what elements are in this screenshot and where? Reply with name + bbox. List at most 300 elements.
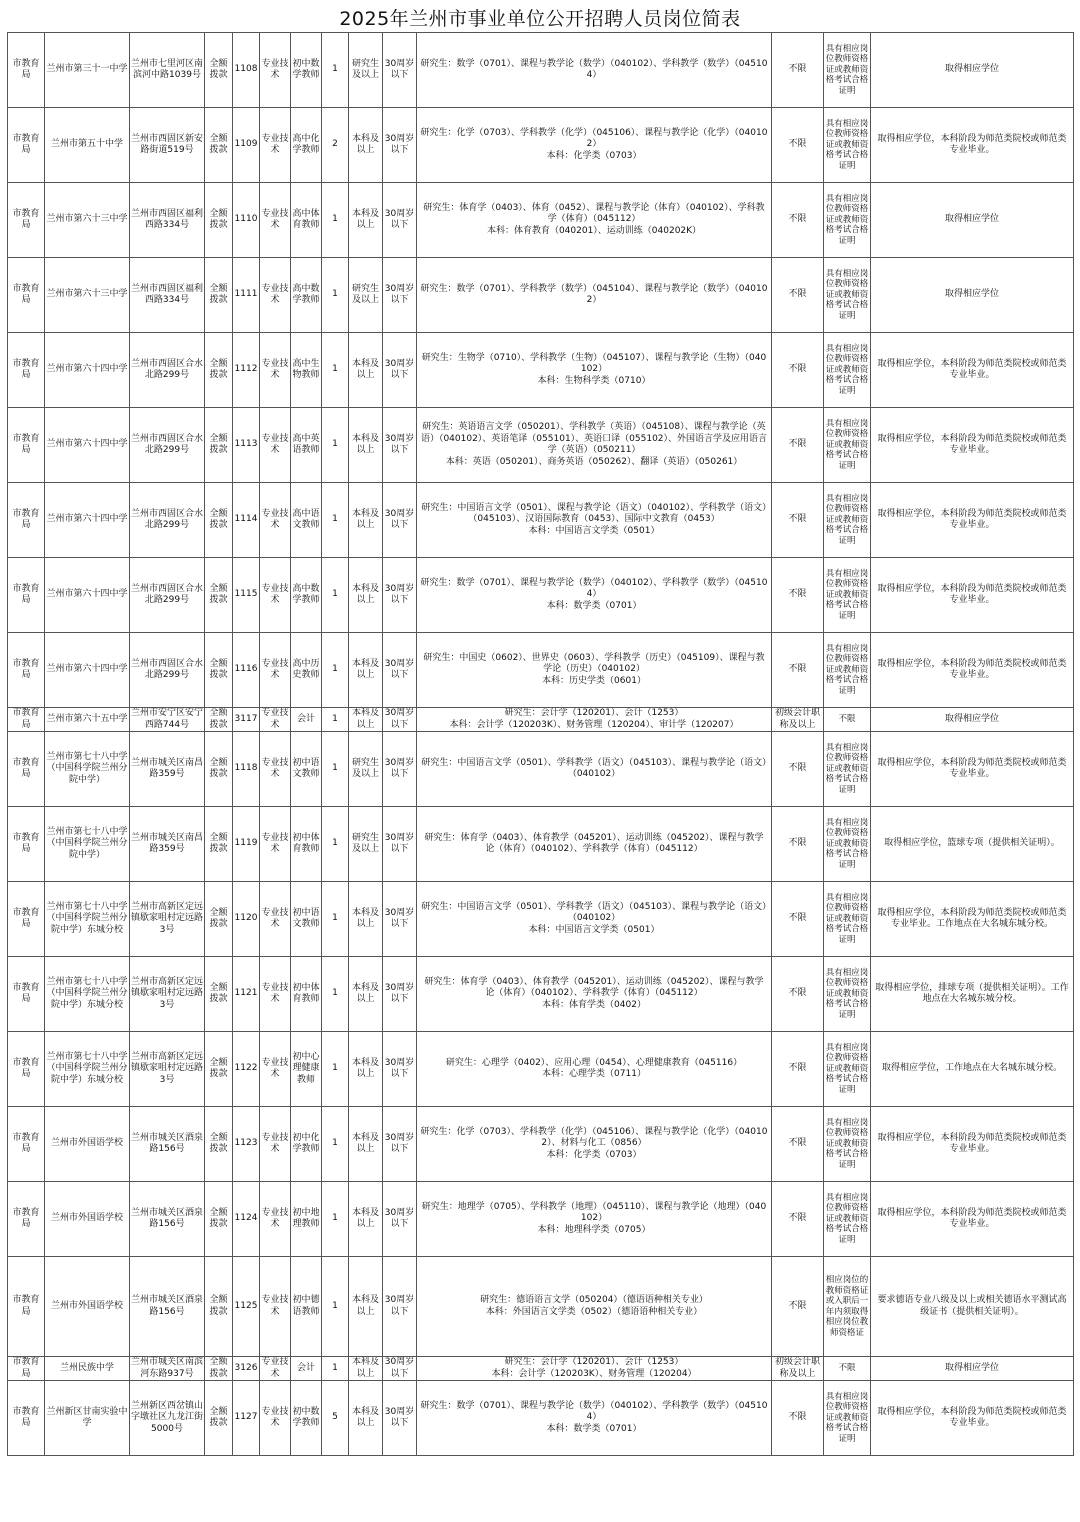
major-cell: 研究生：体育学（0403）、体育教学（045201）、运动训练（045202）、课程与教学论（体育）（040102）、学科教学（体育）（045112）: [417, 807, 772, 882]
post-code-cell: 3126: [233, 1357, 260, 1381]
education-cell: 本科及以上: [349, 1032, 383, 1107]
education-cell: 本科及以上: [349, 1381, 383, 1456]
address-cell: 兰州市西固区合水北路299号: [130, 408, 205, 483]
post-name-cell: 初中体育教师: [291, 807, 322, 882]
table-row: [8, 558, 1074, 633]
dept-cell: 市教育局: [8, 708, 45, 732]
dept-cell: 市教育局: [8, 408, 45, 483]
age-cell: 30周岁以下: [383, 1182, 417, 1257]
dept-cell: 市教育局: [8, 1357, 45, 1381]
headcount-cell: 1: [322, 1107, 349, 1182]
address-cell: 兰州市西固区合水北路299号: [130, 333, 205, 408]
other-requirements-cell: 取得相应学位，本科阶段为师范类院校或师范类专业毕业。: [871, 408, 1074, 483]
unit-cell: 兰州市第六十四中学: [45, 483, 130, 558]
post-type-cell: 专业技术: [261, 1357, 289, 1379]
education-cell: 本科及以上: [349, 957, 383, 1032]
dept-cell: 市教育局: [8, 108, 45, 183]
post-type-cell: 专业技术: [260, 108, 291, 183]
post-name-cell: 初中语文教师: [291, 882, 322, 957]
headcount-cell: 1: [322, 558, 349, 633]
post-code-cell: 1124: [233, 1182, 260, 1257]
certificate-cell: 具有相应岗位教师资格证或教师资格考试合格证明: [824, 1032, 871, 1107]
age-cell: 30周岁以下: [383, 882, 417, 957]
unit-cell: 兰州市第七十八中学（中国科学院兰州分院中学）东城分校: [45, 957, 130, 1032]
table-row: [8, 33, 1074, 108]
headcount-cell: 1: [322, 633, 349, 708]
unit-cell: 兰州市第七十八中学（中国科学院兰州分院中学）: [45, 807, 130, 882]
age-cell: 30周岁以下: [383, 1381, 417, 1456]
unit-cell: 兰州市第六十四中学: [45, 558, 130, 633]
table-row: [8, 333, 1074, 408]
post-name-cell: 高中历史教师: [291, 633, 322, 708]
headcount-cell: 1: [322, 333, 349, 408]
table-row: [8, 1381, 1074, 1456]
post-type-cell: 专业技术: [260, 333, 291, 408]
title-requirement-cell: 不限: [772, 558, 824, 633]
post-name-cell: 高中英语教师: [291, 408, 322, 483]
unit-cell: 兰州民族中学: [45, 1357, 130, 1381]
post-name-cell: 高中化学教师: [291, 108, 322, 183]
unit-cell: 兰州市第七十八中学（中国科学院兰州分院中学）东城分校: [45, 1032, 130, 1107]
education-cell: 本科及以上: [349, 882, 383, 957]
funding-cell: 全额拨款: [205, 408, 233, 483]
funding-cell: 全额拨款: [205, 1107, 233, 1182]
headcount-cell: 1: [322, 1357, 349, 1381]
title-requirement-cell: 初级会计职称及以上: [772, 1357, 824, 1381]
headcount-cell: 1: [322, 1182, 349, 1257]
post-type-cell: 专业技术: [260, 1182, 291, 1257]
funding-cell: 全额拨款: [205, 807, 233, 882]
funding-cell: 全额拨款: [205, 1182, 233, 1257]
funding-cell: 全额拨款: [205, 882, 233, 957]
title-requirement-cell: 不限: [772, 807, 824, 882]
education-cell: 研究生及以上: [349, 33, 383, 108]
funding-cell: 全额拨款: [205, 33, 233, 108]
certificate-cell: 具有相应岗位教师资格证或教师资格考试合格证明: [824, 882, 871, 957]
title-requirement-cell: 不限: [772, 258, 824, 333]
major-cell: 研究生：心理学（0402）、应用心理（0454）、心理健康教育（045116） 本科：心理学类（0711）: [417, 1032, 772, 1107]
title-requirement-cell: 不限: [772, 408, 824, 483]
post-name-cell: 初中化学教师: [291, 1107, 322, 1182]
post-code-cell: 1125: [233, 1257, 260, 1357]
address-cell: 兰州市西固区福利西路334号: [130, 183, 205, 258]
education-cell: 本科及以上: [349, 1107, 383, 1182]
title-requirement-cell: 不限: [772, 957, 824, 1032]
table-row: [8, 882, 1074, 957]
headcount-cell: 1: [322, 957, 349, 1032]
table-row: [8, 258, 1074, 333]
post-type-cell: 专业技术: [260, 408, 291, 483]
address-cell: 兰州市西固区合水北路299号: [130, 483, 205, 558]
post-type-cell: 专业技术: [260, 1257, 291, 1357]
major-cell: 研究生：数学（0701）、课程与教学论（数学）（040102）、学科教学（数学）（045104） 本科：数学类（0701）: [417, 1381, 772, 1456]
table-row: [8, 957, 1074, 1032]
title-requirement-cell: 不限: [772, 1381, 824, 1456]
headcount-cell: 1: [322, 732, 349, 807]
age-cell: 30周岁以下: [383, 1257, 417, 1357]
title-requirement-cell: 不限: [772, 33, 824, 108]
post-type-cell: 专业技术: [260, 483, 291, 558]
headcount-cell: 1: [322, 708, 349, 732]
unit-cell: 兰州市第六十四中学: [45, 333, 130, 408]
major-cell: 研究生：地理学（0705）、学科教学（地理）（045110）、课程与教学论（地理）（040102） 本科：地理科学类（0705）: [417, 1182, 772, 1257]
headcount-cell: 1: [322, 1032, 349, 1107]
other-requirements-cell: 取得相应学位，本科阶段为师范类院校或师范类专业毕业。: [871, 1107, 1074, 1182]
certificate-cell: 具有相应岗位教师资格证或教师资格考试合格证明: [824, 108, 871, 183]
major-cell: 研究生：体育学（0403）、体育（0452）、课程与教学论（体育）（040102）、学科教学（体育）（045112） 本科：体育教育（040201）、运动训练（040202K）: [417, 183, 772, 258]
title-requirement-cell: 不限: [772, 1182, 824, 1257]
certificate-cell: 具有相应岗位教师资格证或教师资格考试合格证明: [824, 408, 871, 483]
post-code-cell: 1116: [233, 633, 260, 708]
table-row: [8, 1257, 1074, 1357]
headcount-cell: 2: [322, 108, 349, 183]
post-name-cell: 初中地理教师: [291, 1182, 322, 1257]
education-cell: 研究生及以上: [349, 807, 383, 882]
dept-cell: 市教育局: [8, 957, 45, 1032]
title-requirement-cell: 不限: [772, 882, 824, 957]
funding-cell: 全额拨款: [205, 183, 233, 258]
unit-cell: 兰州市第五十中学: [45, 108, 130, 183]
major-cell: 研究生：德语语言文学（050204）（德语语种相关专业） 本科：外国语言文学类（0502）（德语语种相关专业）: [417, 1257, 772, 1357]
post-code-cell: 1113: [233, 408, 260, 483]
headcount-cell: 1: [322, 882, 349, 957]
page-title: 2025年兰州市事业单位公开招聘人员岗位简表: [339, 8, 741, 30]
funding-cell: 全额拨款: [205, 1257, 233, 1357]
certificate-cell: 具有相应岗位教师资格证或教师资格考试合格证明: [824, 258, 871, 333]
post-name-cell: 高中语文教师: [291, 483, 322, 558]
education-cell: 本科及以上: [349, 1257, 383, 1357]
headcount-cell: 1: [322, 183, 349, 258]
certificate-cell: 具有相应岗位教师资格证或教师资格考试合格证明: [824, 633, 871, 708]
funding-cell: 全额拨款: [205, 633, 233, 708]
age-cell: 30周岁以下: [383, 333, 417, 408]
post-type-cell: 专业技术: [260, 732, 291, 807]
funding-cell: 全额拨款: [205, 1357, 233, 1381]
education-cell: 本科及以上: [349, 408, 383, 483]
title-requirement-cell: 不限: [772, 1257, 824, 1357]
dept-cell: 市教育局: [8, 483, 45, 558]
major-cell: 研究生：生物学（0710）、学科教学（生物）（045107）、课程与教学论（生物）（040102） 本科：生物科学类（0710）: [417, 333, 772, 408]
certificate-cell: 具有相应岗位教师资格证或教师资格考试合格证明: [824, 333, 871, 408]
major-cell: 研究生：会计学（120201）、会计（1253） 本科：会计学（120203K）、财务管理（120204）、审计学（120207）: [417, 708, 772, 732]
unit-cell: 兰州新区甘南实验中学: [45, 1381, 130, 1456]
post-code-cell: 1123: [233, 1107, 260, 1182]
major-cell: 研究生：数学（0701）、课程与教学论（数学）（040102）、学科教学（数学）（045104）: [417, 33, 772, 108]
education-cell: 本科及以上: [349, 1182, 383, 1257]
age-cell: 30周岁以下: [383, 108, 417, 183]
major-cell: 研究生：英语语言文学（050201）、学科教学（英语）（045108）、课程与教学论（英语）（040102）、英语笔译（055101）、英语口译（055102）、外国语言学及应用语言学（英语）（050211） 本科：英语（050201）、商务英语（050262）、翻译（英语）（050261）: [417, 408, 772, 483]
dept-cell: 市教育局: [8, 1107, 45, 1182]
age-cell: 30周岁以下: [383, 957, 417, 1032]
other-requirements-cell: 取得相应学位: [871, 33, 1074, 108]
post-code-cell: 1118: [233, 732, 260, 807]
dept-cell: 市教育局: [8, 1032, 45, 1107]
post-code-cell: 3117: [233, 708, 260, 732]
age-cell: 30周岁以下: [383, 1357, 417, 1381]
major-cell: 研究生：中国语言文学（0501）、学科教学（语文）（045103）、课程与教学论（语文）（040102） 本科：中国语言文学类（0501）: [417, 882, 772, 957]
title-requirement-cell: 初级会计职称及以上: [772, 708, 824, 732]
unit-cell: 兰州市第三十一中学: [45, 33, 130, 108]
post-type-cell: 专业技术: [260, 1107, 291, 1182]
headcount-cell: 1: [322, 483, 349, 558]
post-name-cell: 会计: [291, 1357, 322, 1381]
major-cell: 研究生：数学（0701）、学科教学（数学）（045104）、课程与教学论（数学）（040102）: [417, 258, 772, 333]
address-cell: 兰州市城关区酒泉路156号: [130, 1107, 205, 1182]
address-cell: 兰州市高新区定远镇歇家咀村定远路3号: [130, 1032, 205, 1107]
post-code-cell: 1112: [233, 333, 260, 408]
certificate-cell: 具有相应岗位教师资格证或教师资格考试合格证明: [824, 1107, 871, 1182]
title-requirement-cell: 不限: [772, 732, 824, 807]
major-cell: 研究生：化学（0703）、学科教学（化学）（045106）、课程与教学论（化学）（040102）、材料与化工（0856） 本科：化学类（0703）: [417, 1107, 772, 1182]
age-cell: 30周岁以下: [383, 408, 417, 483]
table-row: [8, 1107, 1074, 1182]
post-type-cell: 专业技术: [260, 558, 291, 633]
unit-cell: 兰州市第六十四中学: [45, 408, 130, 483]
dept-cell: 市教育局: [8, 732, 45, 807]
table-row: [8, 1182, 1074, 1257]
unit-cell: 兰州市第七十八中学（中国科学院兰州分院中学）: [45, 732, 130, 807]
address-cell: 兰州市高新区定远镇歇家咀村定远路3号: [130, 882, 205, 957]
title-requirement-cell: 不限: [772, 483, 824, 558]
unit-cell: 兰州市第六十五中学: [45, 708, 130, 732]
major-cell: 研究生：数学（0701）、课程与教学论（数学）（040102）、学科教学（数学）（045104） 本科：数学类（0701）: [417, 558, 772, 633]
unit-cell: 兰州市外国语学校: [45, 1182, 130, 1257]
major-cell: 研究生：化学（0703）、学科教学（化学）（045106）、课程与教学论（化学）（040102） 本科：化学类（0703）: [417, 108, 772, 183]
post-type-cell: 专业技术: [260, 957, 291, 1032]
certificate-cell: 具有相应岗位教师资格证或教师资格考试合格证明: [824, 483, 871, 558]
unit-cell: 兰州市第六十三中学: [45, 258, 130, 333]
funding-cell: 全额拨款: [205, 333, 233, 408]
education-cell: 本科及以上: [349, 108, 383, 183]
funding-cell: 全额拨款: [205, 1032, 233, 1107]
major-cell: 研究生：中国语言文学（0501）、学科教学（语文）（045103）、课程与教学论（语文）（040102）: [417, 732, 772, 807]
table-row: [8, 108, 1074, 183]
table-row: [8, 732, 1074, 807]
title-requirement-cell: 不限: [772, 108, 824, 183]
post-code-cell: 1110: [233, 183, 260, 258]
headcount-cell: 1: [322, 1257, 349, 1357]
other-requirements-cell: 取得相应学位，本科阶段为师范类院校或师范类专业毕业。: [871, 1381, 1074, 1456]
table-row: [8, 483, 1074, 558]
post-name-cell: 初中心理健康教师: [291, 1032, 322, 1107]
address-cell: 兰州市西固区新安路街道519号: [130, 108, 205, 183]
dept-cell: 市教育局: [8, 807, 45, 882]
certificate-cell: 具有相应岗位教师资格证或教师资格考试合格证明: [824, 1182, 871, 1257]
post-type-cell: 专业技术: [260, 807, 291, 882]
age-cell: 30周岁以下: [383, 558, 417, 633]
post-code-cell: 1114: [233, 483, 260, 558]
dept-cell: 市教育局: [8, 183, 45, 258]
headcount-cell: 1: [322, 258, 349, 333]
other-requirements-cell: 取得相应学位: [871, 708, 1074, 732]
other-requirements-cell: 取得相应学位: [871, 183, 1074, 258]
post-type-cell: 专业技术: [260, 1032, 291, 1107]
age-cell: 30周岁以下: [383, 183, 417, 258]
post-type-cell: 专业技术: [260, 1381, 291, 1456]
funding-cell: 全额拨款: [205, 957, 233, 1032]
education-cell: 本科及以上: [349, 558, 383, 633]
post-code-cell: 1127: [233, 1381, 260, 1456]
funding-cell: 全额拨款: [205, 732, 233, 807]
dept-cell: 市教育局: [8, 333, 45, 408]
title-requirement-cell: 不限: [772, 333, 824, 408]
certificate-cell: 不限: [824, 1357, 871, 1381]
address-cell: 兰州市西固区合水北路299号: [130, 633, 205, 708]
post-type-cell: 专业技术: [260, 882, 291, 957]
headcount-cell: 1: [322, 33, 349, 108]
other-requirements-cell: 要求德语专业八级及以上或相关德语水平测试高级证书（提供相关证明）。: [871, 1257, 1074, 1357]
dept-cell: 市教育局: [8, 1257, 45, 1357]
other-requirements-cell: 取得相应学位，篮球专项（提供相关证明）。: [871, 807, 1074, 882]
other-requirements-cell: 取得相应学位，本科阶段为师范类院校或师范类专业毕业。: [871, 108, 1074, 183]
age-cell: 30周岁以下: [383, 483, 417, 558]
dept-cell: 市教育局: [8, 633, 45, 708]
education-cell: 本科及以上: [349, 183, 383, 258]
major-cell: 研究生：中国语言文学（0501）、课程与教学论（语文）（040102）、学科教学（语文）（045103）、汉语国际教育（0453）、国际中文教育（0453） 本科：中国语言文学类（0501）: [417, 483, 772, 558]
post-name-cell: 初中体育教师: [291, 957, 322, 1032]
other-requirements-cell: 取得相应学位，排球专项（提供相关证明）。工作地点在大名城东城分校。: [871, 957, 1074, 1032]
headcount-cell: 1: [322, 408, 349, 483]
age-cell: 30周岁以下: [383, 807, 417, 882]
positions-table: [7, 32, 1074, 1456]
address-cell: 兰州市西固区合水北路299号: [130, 558, 205, 633]
funding-cell: 全额拨款: [205, 558, 233, 633]
address-cell: 兰州市城关区南昌路359号: [130, 807, 205, 882]
age-cell: 30周岁以下: [383, 633, 417, 708]
title-requirement-cell: 不限: [772, 633, 824, 708]
age-cell: 30周岁以下: [383, 708, 417, 732]
post-code-cell: 1119: [233, 807, 260, 882]
post-type-cell: 专业技术: [260, 183, 291, 258]
post-type-cell: 专业技术: [260, 33, 291, 108]
headcount-cell: 5: [322, 1381, 349, 1456]
major-cell: 研究生：中国史（0602）、世界史（0603）、学科教学（历史）（045109）、课程与教学论（历史）（040102） 本科：历史学类（0601）: [417, 633, 772, 708]
unit-cell: 兰州市第六十四中学: [45, 633, 130, 708]
other-requirements-cell: 取得相应学位，工作地点在大名城东城分校。: [871, 1032, 1074, 1107]
address-cell: 兰州市城关区酒泉路156号: [130, 1257, 205, 1357]
post-name-cell: 会计: [291, 708, 322, 732]
other-requirements-cell: 取得相应学位，本科阶段为师范类院校或师范类专业毕业。: [871, 1182, 1074, 1257]
certificate-cell: 具有相应岗位教师资格证或教师资格考试合格证明: [824, 183, 871, 258]
table-row: [8, 807, 1074, 882]
age-cell: 30周岁以下: [383, 1107, 417, 1182]
major-cell: 研究生：会计学（120201）、会计（1253） 本科：会计学（120203K）、财务管理（120204）: [417, 1357, 772, 1381]
title-requirement-cell: 不限: [772, 1032, 824, 1107]
education-cell: 本科及以上: [349, 1357, 383, 1381]
certificate-cell: 相应岗位的教师资格证或入职后一年内须取得相应岗位教师资格证: [824, 1257, 871, 1357]
other-requirements-cell: 取得相应学位，本科阶段为师范类院校或师范类专业毕业。: [871, 633, 1074, 708]
post-name-cell: 初中数学教师: [291, 1381, 322, 1456]
post-code-cell: 1115: [233, 558, 260, 633]
address-cell: 兰州市城关区南滨河东路937号: [131, 1357, 204, 1379]
education-cell: 本科及以上: [349, 483, 383, 558]
dept-cell: 市教育局: [8, 258, 45, 333]
address-cell: 兰州市高新区定远镇歇家咀村定远路3号: [130, 957, 205, 1032]
post-code-cell: 1120: [233, 882, 260, 957]
dept-cell: 市教育局: [8, 1182, 45, 1257]
post-code-cell: 1122: [233, 1032, 260, 1107]
unit-cell: 兰州市外国语学校: [45, 1257, 130, 1357]
education-cell: 本科及以上: [349, 708, 383, 732]
unit-cell: 兰州市第六十三中学: [45, 183, 130, 258]
age-cell: 30周岁以下: [383, 1032, 417, 1107]
dept-cell: 市教育局: [8, 558, 45, 633]
table-row: [8, 1032, 1074, 1107]
certificate-cell: 不限: [824, 708, 871, 732]
age-cell: 30周岁以下: [383, 258, 417, 333]
post-name-cell: 高中生物教师: [291, 333, 322, 408]
education-cell: 本科及以上: [349, 333, 383, 408]
post-name-cell: 初中德语教师: [291, 1257, 322, 1357]
post-name-cell: 初中语文教师: [291, 732, 322, 807]
certificate-cell: 具有相应岗位教师资格证或教师资格考试合格证明: [824, 807, 871, 882]
unit-cell: 兰州市第七十八中学（中国科学院兰州分院中学）东城分校: [45, 882, 130, 957]
other-requirements-cell: 取得相应学位: [871, 258, 1074, 333]
other-requirements-cell: 取得相应学位，本科阶段为师范类院校或师范类专业毕业。工作地点在大名城东城分校。: [871, 882, 1074, 957]
table-body: [8, 33, 1074, 1456]
address-cell: 兰州市西固区福利西路334号: [130, 258, 205, 333]
post-code-cell: 1108: [233, 33, 260, 108]
education-cell: 本科及以上: [349, 633, 383, 708]
address-cell: 兰州新区西岔镇山字墩社区九龙江街5000号: [130, 1381, 205, 1456]
certificate-cell: 具有相应岗位教师资格证或教师资格考试合格证明: [824, 1381, 871, 1456]
post-name-cell: 高中数学教师: [291, 558, 322, 633]
post-type-cell: 专业技术: [260, 633, 291, 708]
post-name-cell: 高中体育教师: [291, 183, 322, 258]
funding-cell: 全额拨款: [205, 258, 233, 333]
address-cell: 兰州市城关区南昌路359号: [130, 732, 205, 807]
address-cell: 兰州市城关区酒泉路156号: [130, 1182, 205, 1257]
address-cell: 兰州市安宁区安宁西路744号: [131, 708, 204, 730]
funding-cell: 全额拨款: [205, 108, 233, 183]
certificate-cell: 具有相应岗位教师资格证或教师资格考试合格证明: [824, 957, 871, 1032]
post-code-cell: 1121: [233, 957, 260, 1032]
dept-cell: 市教育局: [8, 1381, 45, 1456]
certificate-cell: 具有相应岗位教师资格证或教师资格考试合格证明: [824, 732, 871, 807]
table-row: [8, 1357, 1074, 1381]
unit-cell: 兰州市外国语学校: [45, 1107, 130, 1182]
age-cell: 30周岁以下: [383, 33, 417, 108]
post-type-cell: 专业技术: [261, 708, 289, 730]
title-requirement-cell: 不限: [772, 1107, 824, 1182]
certificate-cell: 具有相应岗位教师资格证或教师资格考试合格证明: [824, 558, 871, 633]
table-row: [8, 183, 1074, 258]
table-row: [8, 708, 1074, 732]
dept-cell: 市教育局: [8, 33, 45, 108]
other-requirements-cell: 取得相应学位，本科阶段为师范类院校或师范类专业毕业。: [871, 732, 1074, 807]
age-cell: 30周岁以下: [383, 732, 417, 807]
education-cell: 研究生及以上: [349, 258, 383, 333]
table-row: [8, 633, 1074, 708]
post-code-cell: 1109: [233, 108, 260, 183]
post-code-cell: 1111: [233, 258, 260, 333]
other-requirements-cell: 取得相应学位，本科阶段为师范类院校或师范类专业毕业。: [871, 558, 1074, 633]
post-name-cell: 初中数学教师: [291, 33, 322, 108]
education-cell: 研究生及以上: [349, 732, 383, 807]
address-cell: 兰州市七里河区南滨河中路1039号: [130, 33, 205, 108]
funding-cell: 全额拨款: [205, 708, 233, 732]
table-row: [8, 408, 1074, 483]
headcount-cell: 1: [322, 807, 349, 882]
funding-cell: 全额拨款: [205, 1381, 233, 1456]
post-name-cell: 高中数学教师: [291, 258, 322, 333]
funding-cell: 全额拨款: [205, 483, 233, 558]
post-type-cell: 专业技术: [260, 258, 291, 333]
other-requirements-cell: 取得相应学位，本科阶段为师范类院校或师范类专业毕业。: [871, 483, 1074, 558]
title-requirement-cell: 不限: [772, 183, 824, 258]
other-requirements-cell: 取得相应学位，本科阶段为师范类院校或师范类专业毕业。: [871, 333, 1074, 408]
other-requirements-cell: 取得相应学位: [871, 1357, 1074, 1381]
